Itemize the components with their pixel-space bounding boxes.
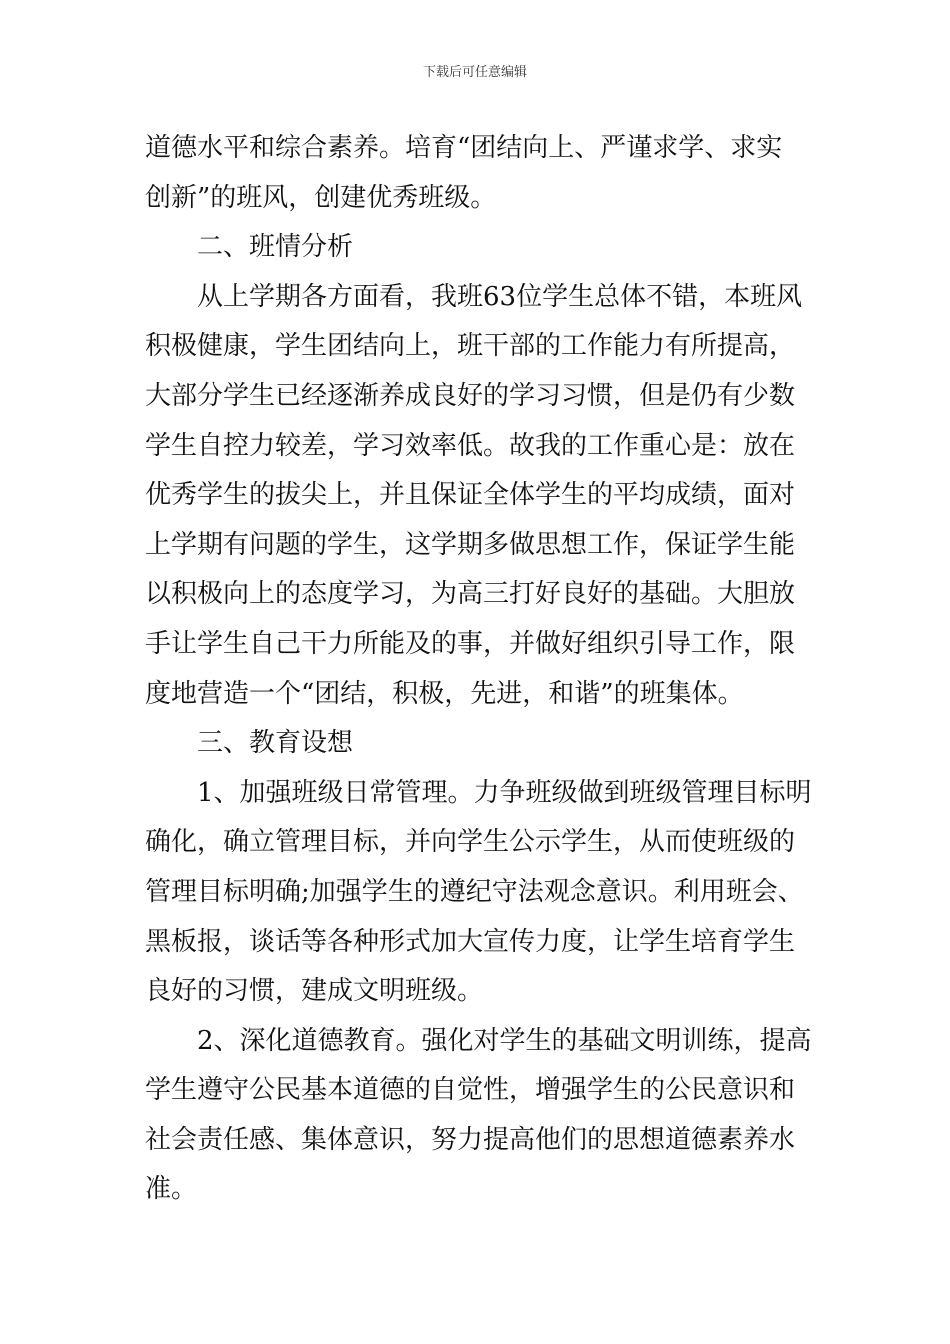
- text-line: 确化，确立管理目标，并向学生公示学生，从而使班级的: [145, 827, 796, 858]
- paragraph-class-analysis: [145, 273, 807, 719]
- text-line: 1、加强班级日常管理。力争班级做到班级管理目标明: [197, 777, 812, 808]
- text-line: 大部分学生已经逐渐养成良好的学习习惯，但是仍有少数: [145, 380, 796, 411]
- text-line: 创新”的班风，创建优秀班级。: [145, 182, 497, 213]
- text-line: 优秀学生的拔尖上，并且保证全体学生的平均成绩，面对: [145, 480, 796, 511]
- text-line: 学生自控力较差，学习效率低。故我的工作重心是：放在: [145, 430, 796, 461]
- text-line: 2、深化道德教育。强化对学生的基础文明训练，提高: [197, 1025, 812, 1056]
- page-header: 下载后可任意编辑: [422, 65, 527, 80]
- text-line: 社会责任感、集体意识，努力提高他们的思想道德素养水: [145, 1124, 796, 1155]
- text-line: 积极健康，学生团结向上，班干部的工作能力有所提高，: [145, 331, 796, 362]
- section-heading-education-plan: 三、教育设想: [197, 728, 354, 759]
- text-line: 度地营造一个“团结，积极，先进，和谐”的班集体。: [145, 678, 744, 709]
- text-line: 黑板报，谈话等各种形式加大宣传力度，让学生培育学生: [145, 926, 796, 957]
- text-line: 准。: [145, 1174, 198, 1205]
- text-line: 良好的习惯，建成文明班级。: [145, 976, 484, 1007]
- section-heading-class-analysis: 二、班情分析: [197, 232, 354, 263]
- text-line: 上学期有问题的学生，这学期多做思想工作，保证学生能: [145, 529, 796, 560]
- text-line: 管理目标明确;加强学生的遵纪守法观念意识。利用班会、: [145, 876, 804, 907]
- paragraph-item-1: [145, 769, 812, 1017]
- text-line: 手让学生自己干力所能及的事，并做好组织引导工作，限: [145, 628, 796, 659]
- text-line: 道德水平和综合素养。培育“团结向上、严谨求学、求实: [145, 133, 783, 163]
- text-line: 以积极向上的态度学习，为高三打好良好的基础。大胆放: [145, 579, 796, 610]
- paragraph-continuation: [145, 124, 807, 223]
- text-line: 从上学期各方面看，我班63位学生总体不错，本班风: [197, 281, 803, 312]
- document-body: [145, 124, 812, 1215]
- paragraph-item-2: [145, 1017, 812, 1215]
- text-line: 学生遵守公民基本道德的自觉性，增强学生的公民意识和: [145, 1075, 796, 1106]
